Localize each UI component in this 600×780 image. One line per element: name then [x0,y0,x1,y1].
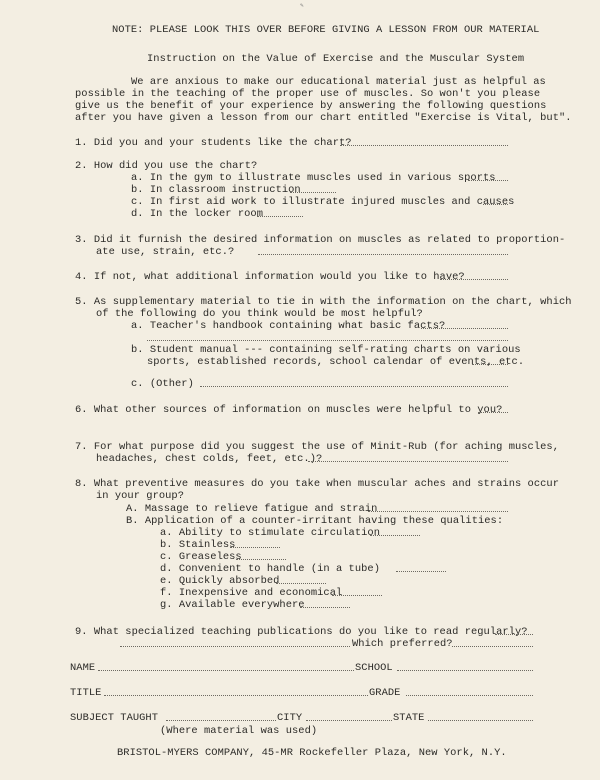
quality-g: g. Available everywhere [160,599,305,611]
quality-d: d. Convenient to handle (in a tube) [160,563,380,575]
answer-line-q7[interactable] [308,461,508,462]
q8-option-A: A. Massage to relieve fatigue and strain [126,503,378,515]
answer-line-q9-2[interactable] [120,646,350,647]
q8-option-B: B. Application of a counter-irritant having these qualities: [126,515,504,527]
q2-option-d: d. In the locker room [131,208,263,220]
question-1: 1. Did you and your students like the chart? [75,137,352,149]
question-5-line-2: of the following do you think would be most helpful? [96,308,423,320]
quality-f: f. Inexpensive and economical [160,587,343,599]
form-title: Instruction on the Value of Exercise and the Muscular System [147,53,525,65]
note-heading: NOTE: PLEASE LOOK THIS OVER BEFORE GIVING A LESSON FROM OUR MATERIAL [112,24,540,36]
answer-line-quality-e[interactable] [276,583,326,584]
q2-option-a: a. In the gym to illustrate muscles used in various sports [131,172,496,184]
school-field[interactable] [397,670,533,671]
q5-option-b-line-2: sports, established records, school calendar of events, etc. [147,356,525,368]
question-7-line-2: headaches, chest colds, feet, etc.)? [96,453,323,465]
question-6: 6. What other sources of information on muscles were helpful to you? [75,404,503,416]
answer-line-q5b[interactable] [472,364,508,365]
school-label: SCHOOL [355,662,393,674]
answer-line-q1[interactable] [340,145,508,146]
quality-a: a. Ability to stimulate circulation [160,527,380,539]
title-field[interactable] [104,695,368,696]
question-8-line-1: 8. What preventive measures do you take when muscular aches and strains occur [75,478,559,490]
answer-line-quality-c[interactable] [236,559,286,560]
answer-line-quality-b[interactable] [230,547,280,548]
intro-line-4: after you have given a lesson from our chart entitled "Exercise is Vital, but". [75,112,572,124]
quality-e: e. Quickly absorbed [160,575,280,587]
answer-line-q9-preferred[interactable] [452,646,533,647]
question-3-line-1: 3. Did it furnish the desired information on muscles as related to proportion- [75,234,566,246]
intro-line-3: give us the benefit of your experience by answering the following questions [75,100,547,112]
title-label: TITLE [70,687,102,699]
q2-option-c: c. In first aid work to illustrate injured muscles and causes [131,196,515,208]
quality-c: c. Greaseless [160,551,242,563]
city-label: CITY [277,712,303,724]
answer-line-q2b[interactable] [290,192,336,193]
quality-b: b. Stainless [160,539,236,551]
answer-line-q4[interactable] [440,279,508,280]
answer-line-quality-d[interactable] [396,571,446,572]
question-3-line-2: ate use, strain, etc.? [96,246,235,258]
question-4: 4. If not, what additional information would you like to have? [75,271,465,283]
intro-line-2: possible in the teaching of the proper use of muscles. So won't you please [75,88,541,100]
grade-field[interactable] [406,695,533,696]
answer-line-q2c[interactable] [483,204,508,205]
name-label: NAME [70,662,96,674]
q5-option-b-line-1: b. Student manual --- containing self-rating charts on various [131,344,521,356]
answer-line-q2a[interactable] [468,180,508,181]
question-7-line-1: 7. For what purpose did you suggest the use of Minit-Rub (for aching muscles, [75,441,559,453]
city-field[interactable] [306,720,392,721]
where-note: (Where material was used) [160,725,318,737]
q5-option-c: c. (Other) [131,378,194,390]
grade-label: GRADE [369,687,401,699]
name-field[interactable] [98,670,354,671]
question-8-line-2: in your group? [96,490,184,502]
answer-line-q2d[interactable] [257,216,303,217]
subject-label: SUBJECT TAUGHT [70,712,158,724]
answer-line-quality-g[interactable] [300,607,350,608]
intro-line-1: We are anxious to make our educational material just as helpful as [131,76,546,88]
state-label: STATE [393,712,425,724]
answer-line-quality-f[interactable] [332,595,382,596]
question-5-line-1: 5. As supplementary material to tie in with the information on the chart, which [75,296,572,308]
answer-line-q5c[interactable] [200,386,508,387]
answer-line-q9-publications[interactable] [495,634,533,635]
answer-line-q8A[interactable] [368,511,508,512]
question-9-line-1: 9. What specialized teaching publications do you like to read regularly? [75,626,528,638]
q5-option-a: a. Teacher's handbook containing what basic facts? [131,320,446,332]
answer-line-quality-a[interactable] [370,535,420,536]
answer-line-q5a-1[interactable] [421,328,508,329]
answer-line-q3[interactable] [258,254,508,255]
q2-option-b: b. In classroom instruction [131,184,301,196]
subject-field[interactable] [166,720,276,721]
answer-line-q5a-2[interactable] [147,340,508,341]
question-9-line-2: Which preferred? [352,638,453,650]
answer-line-q6[interactable] [478,412,508,413]
question-2: 2. How did you use the chart? [75,160,258,172]
footer-address: BRISTOL-MYERS COMPANY, 45-MR Rockefeller Plaza, New York, N.Y. [117,747,507,759]
state-field[interactable] [428,720,533,721]
punch-mark-icon: ✎ [300,2,304,9]
